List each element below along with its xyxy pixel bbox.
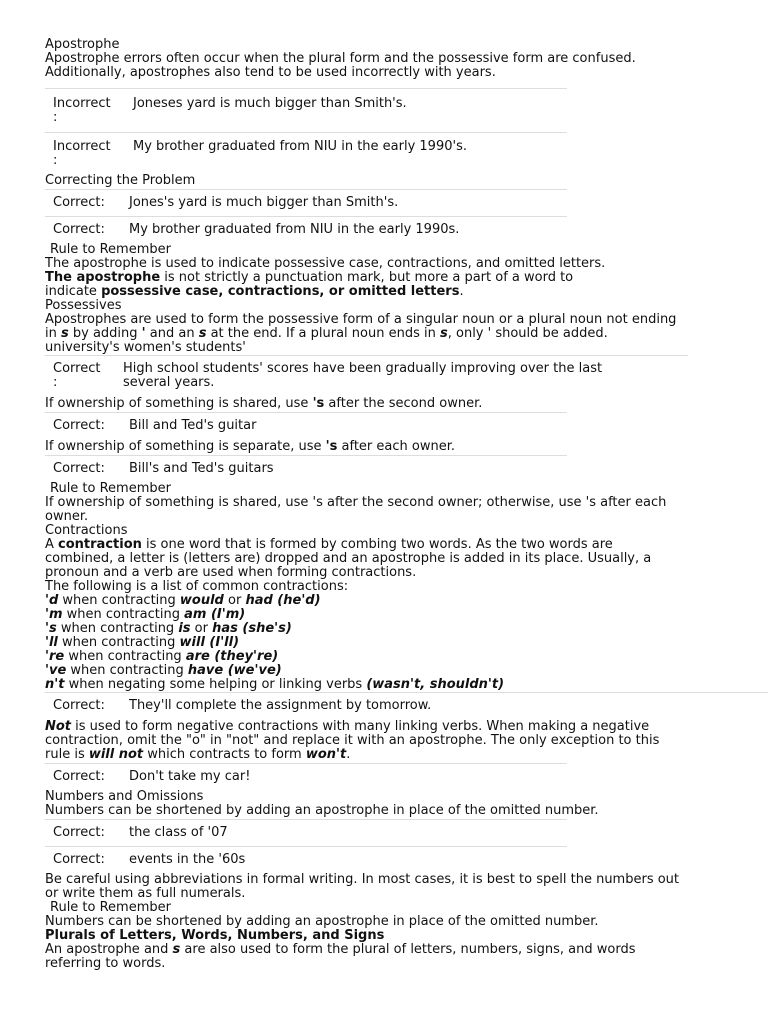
section-heading-plurals: Plurals of Letters, Words, Numbers, and Signs <box>45 928 385 943</box>
divider <box>45 355 688 356</box>
example-label: Correct: <box>53 222 105 237</box>
incorrect-example-1 <box>45 97 735 125</box>
example-text-line: several years. <box>123 375 215 390</box>
example-text: Bill's and Ted's guitars <box>129 461 274 476</box>
divider <box>45 455 567 456</box>
divider <box>45 189 567 190</box>
example-text: My brother graduated from NIU in the early 1990's. <box>133 139 467 154</box>
correct-example-2 <box>45 223 735 237</box>
paragraph-line: An apostrophe and s are also used to form the plural of letters, numbers, signs, and words <box>45 942 636 957</box>
paragraph-line: contraction, omit the "o" in "not" and replace it with an apostrophe. The only exception to this <box>45 733 660 748</box>
paragraph-line: university's women's students' <box>45 340 246 355</box>
divider <box>45 412 567 413</box>
example-text: They'll complete the assignment by tomorrow. <box>129 698 432 713</box>
rule-line: If ownership of something is shared, use 's after the second owner; otherwise, use 's after each <box>45 495 667 510</box>
rule-title: Rule to Remember <box>50 242 171 257</box>
rule-title: Rule to Remember <box>50 481 171 496</box>
example-label: Correct: <box>53 698 105 713</box>
numbers-example-1 <box>45 826 735 840</box>
paragraph-line: in s by adding ' and an s at the end. If a plural noun ends in s, only ' should be added. <box>45 326 608 341</box>
example-label: Correct: <box>53 418 105 433</box>
rule-line: The apostrophe is not strictly a punctuation mark, but more a part of a word to <box>45 270 574 285</box>
paragraph-line: Apostrophes are used to form the possessive form of a singular noun or a plural noun not ending <box>45 312 677 327</box>
contraction-list-item: 'm when contracting am (I'm) <box>45 607 246 622</box>
example-label-colon: : <box>53 153 58 168</box>
example-label-colon: : <box>53 110 58 125</box>
paragraph-line: rule is will not which contracts to form won't. <box>45 747 351 762</box>
example-label: Correct: <box>53 461 105 476</box>
incorrect-example-2 <box>45 140 735 168</box>
contraction-example <box>45 699 735 713</box>
divider <box>45 819 567 820</box>
paragraph-line: Be careful using abbreviations in formal writing. In most cases, it is best to spell the numbers out <box>45 872 680 887</box>
intro-line-1: Apostrophe errors often occur when the plural form and the possessive form are confused. <box>45 51 636 66</box>
contraction-list-item: 're when contracting are (they're) <box>45 649 279 664</box>
paragraph-line: Not is used to form negative contractions with many linking verbs. When making a negative <box>45 719 650 734</box>
contraction-list-item: 'll when contracting will (I'll) <box>45 635 240 650</box>
rule-title: Rule to Remember <box>50 900 171 915</box>
example-label-text: Correct <box>53 361 101 376</box>
paragraph-line: Numbers can be shortened by adding an apostrophe in place of the omitted number. <box>45 803 599 818</box>
divider <box>45 88 567 89</box>
page-title: Apostrophe <box>45 37 120 52</box>
separate-example <box>45 462 735 476</box>
example-label: Correct: <box>53 195 105 210</box>
divider <box>45 846 567 847</box>
divider <box>45 763 567 764</box>
example-label-text: Incorrect <box>53 96 111 111</box>
paragraph-line: If ownership of something is shared, use 's after the second owner. <box>45 396 483 411</box>
divider <box>45 692 768 693</box>
section-heading-contractions: Contractions <box>45 523 128 538</box>
rule-line: Numbers can be shortened by adding an apostrophe in place of the omitted number. <box>45 914 599 929</box>
example-text: the class of '07 <box>129 825 228 840</box>
example-text: Jones's yard is much bigger than Smith's. <box>129 195 399 210</box>
paragraph-line: If ownership of something is separate, use 's after each owner. <box>45 439 455 454</box>
example-label <box>45 140 133 168</box>
divider <box>45 132 567 133</box>
numbers-example-2 <box>45 853 735 867</box>
paragraph-line: referring to words. <box>45 956 166 971</box>
intro-line-2: Additionally, apostrophes also tend to be used incorrectly with years. <box>45 65 496 80</box>
contraction-list-item: 's when contracting is or has (she's) <box>45 621 292 636</box>
shared-example <box>45 419 735 433</box>
document <box>45 38 735 971</box>
example-text: Don't take my car! <box>129 769 251 784</box>
example-text: My brother graduated from NIU in the early 1990s. <box>129 222 460 237</box>
possessive-example <box>45 362 735 390</box>
example-label <box>45 362 123 390</box>
contraction-list-item: 'd when contracting would or had (he'd) <box>45 593 321 608</box>
rule-line: indicate possessive case, contractions, or omitted letters. <box>45 284 464 299</box>
paragraph-line: A contraction is one word that is formed by combing two words. As the two words are <box>45 537 613 552</box>
example-label-colon: : <box>53 375 58 390</box>
paragraph-line: The following is a list of common contractions: <box>45 579 349 594</box>
paragraph-line: or write them as full numerals. <box>45 886 246 901</box>
example-text <box>123 362 602 390</box>
rule-line: The apostrophe is used to indicate possessive case, contractions, and omitted letters. <box>45 256 606 271</box>
correct-example-1 <box>45 196 735 210</box>
divider <box>45 216 567 217</box>
rule-line: owner. <box>45 509 89 524</box>
section-heading-correcting: Correcting the Problem <box>45 173 196 188</box>
example-label: Correct: <box>53 769 105 784</box>
example-label-text: Incorrect <box>53 139 111 154</box>
example-text-line: High school students' scores have been gradually improving over the last <box>123 361 603 376</box>
example-label: Correct: <box>53 825 105 840</box>
paragraph-line: pronoun and a verb are used when forming contractions. <box>45 565 417 580</box>
paragraph-line: combined, a letter is (letters are) dropped and an apostrophe is added in its place. Usually, a <box>45 551 652 566</box>
section-heading-numbers: Numbers and Omissions <box>45 789 204 804</box>
example-label <box>45 97 133 125</box>
contraction-list-item: 've when contracting have (we've) <box>45 663 282 678</box>
example-label: Correct: <box>53 852 105 867</box>
not-example <box>45 770 735 784</box>
example-text: Bill and Ted's guitar <box>129 418 257 433</box>
contraction-list-item: n't when negating some helping or linking verbs (wasn't, shouldn't) <box>45 677 505 692</box>
section-heading-possessives: Possessives <box>45 298 122 313</box>
example-text: events in the '60s <box>129 852 246 867</box>
example-text: Joneses yard is much bigger than Smith's. <box>133 96 407 111</box>
